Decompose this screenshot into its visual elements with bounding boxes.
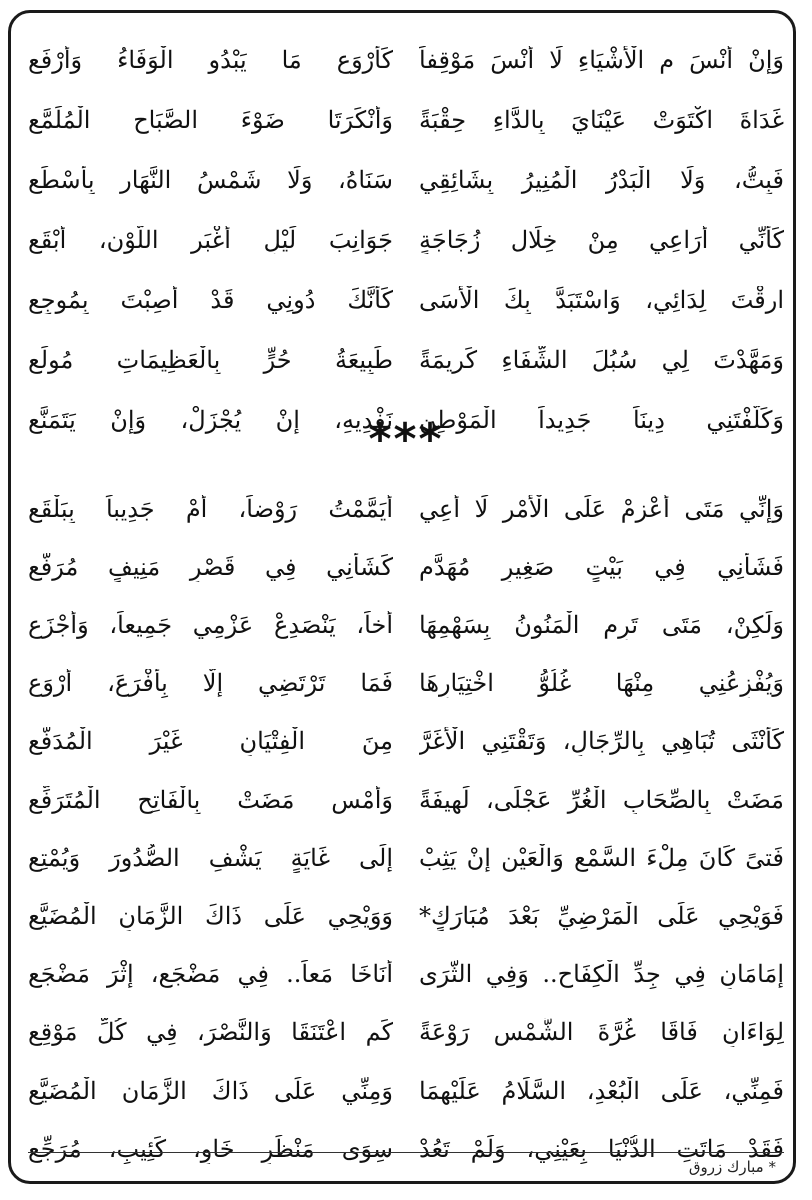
verse-second-hemistich: أَخاً، يَنْصَدِعْ عَزْمِي جَمِيعاً، وَأَجْزَعِ [28, 611, 393, 640]
verse-second-hemistich: كَشَأْنِي فِي قَصْرٍ مَنِيفٍ مُرَفَّعِ [28, 552, 393, 581]
verse-first-hemistich: مَضَتْ بِالصِّحَابِ الْغُرِّ عَجْلَى، لَهِيفَةً [419, 785, 784, 814]
verse-first-hemistich: وَمَهَّدْتَ لِي سُبُلَ الشِّفَاءِ كَرِيمَةً [419, 345, 784, 374]
verse-first-hemistich: كَأُنْثَى تُبَاهِي بِالرِّجَالِ، وَتَقْتَنِي الْأَغَرَّ [419, 727, 784, 756]
verse-first-hemistich: كَأَنِّي أُرَاعِي مِنْ خِلَالِ زُجَاجَةٍ [419, 225, 784, 254]
verse-first-hemistich: وَإِنْ أَنْسَ مِ الْأَشْيَاءِ لَا أَنْسَ مَوْقِفاً [419, 45, 784, 74]
verse [28, 596, 784, 654]
verse-second-hemistich: إِلَى غَايَةٍ يَشْفِ الصُّدُورَ وَيُمْتِعِ [28, 843, 393, 872]
verse-first-hemistich: فَتىً كَانَ مِلْءَ السَّمْعِ وَالْعَيْنِ إِنْ يَثِبْ [419, 843, 784, 872]
verse [28, 90, 784, 150]
verse-second-hemistich: سِوَى مَنْظَرٍ خَاوٍ، كَئِيبٍ، مُرَجِّعِ [28, 1134, 393, 1163]
verse-second-hemistich: كَمِ اعْتَنَقَا وَالنَّصْرَ، فِي كُلِّ مَوْقِعِ [28, 1018, 393, 1047]
verse [28, 270, 784, 330]
verse-second-hemistich: فَمَا تَرْتَضِي إِلَّا بِأَفْرَعَ، أَرْوَعِ [28, 669, 393, 698]
verse [28, 655, 784, 713]
verse-second-hemistich: أَنَاخَا مَعاً.. فِي مَضْجَعٍ، إِثْرَ مَضْجَعِ [28, 960, 393, 989]
verse-first-hemistich: وَإِنِّي مَتَى أَعْزِمْ عَلَى الْأَمْرِ لَا أَعِي [419, 494, 784, 523]
verse [28, 887, 784, 945]
verse-first-hemistich: فَبِتُّ، وَلَا الْبَدْرُ الْمُنِيرُ بِشَائِقِي [419, 165, 784, 194]
verse [28, 480, 784, 538]
verse [28, 713, 784, 771]
verse-second-hemistich: وَوَيْحِي عَلَى ذَاكَ الزَّمَانِ الْمُضَيَّعِ [28, 902, 393, 930]
verse [28, 330, 784, 390]
footnote-divider [28, 1152, 784, 1153]
verse-first-hemistich: فَقَدْ مَاتَتِ الدُّنْيَا بِعَيْنِي، وَلَمْ تَعُدْ [419, 1134, 784, 1163]
verse [28, 829, 784, 887]
verse [28, 946, 784, 1004]
verse-second-hemistich: مِنَ الْفِتْيَانِ غَيْرَ الْمُدَفَّعِ [28, 727, 393, 756]
verse [28, 1062, 784, 1120]
verse [28, 30, 784, 90]
verse-second-hemistich: وَمِنِّي عَلَى ذَاكَ الزَّمَانِ الْمُضَيَّعِ [28, 1076, 393, 1105]
verse-first-hemistich: غَدَاةَ اكْتَوَتْ عَيْنَايَ بِالدَّاءِ حِقْبَةً [419, 105, 784, 134]
verse [28, 210, 784, 270]
verse-second-hemistich: كَأَرْوَعِ مَا يَبْدُو الْوَفَاءُ وَأَرْفَعِ [28, 45, 393, 74]
verse-second-hemistich: وَأَمْسِ مَضَتْ بِالْفَاتِحِ الْمُتَرَفِّعِ [28, 785, 393, 814]
verse-second-hemistich: طَبِيعَةُ حُرٍّ بِالْعَظِيمَاتِ مُولَعِ [28, 345, 393, 374]
verse-second-hemistich: أَيَمَّمْتُ رَوْضاً، أَمْ جَدِيباً بِبَلْقَعِ [28, 494, 393, 523]
verse-first-hemistich: إِمَامَانِ فِي جِدِّ الْكِفَاحِ.. وَفِي الثَّرَى [419, 960, 784, 989]
verse-first-hemistich: ارِقْتَ لِدَائِي، وَاسْتَبَدَّ بِكَ الْأَسَى [419, 285, 784, 314]
verse-second-hemistich: سَنَاهُ، وَلَا شَمْسُ النَّهَارِ بِأَسْطَعِ [28, 165, 393, 194]
verse-first-hemistich: لِوَاءَانِ فَاقَا غُرَّةَ الشَّمْسِ رَوْعَةً [419, 1018, 784, 1047]
verse [28, 1004, 784, 1062]
verse-first-hemistich: فَوَيْحِي عَلَى الْمَرْضِيِّ بَعْدَ مُبَارَكٍ* [419, 902, 784, 930]
verse-first-hemistich: وَيُفْزِعُنِي مِنْهَا غُلُوُّ اخْتِيَارِهَا [419, 669, 784, 698]
verse-first-hemistich: وَلَكِنْ، مَتَى تَرِمِ الْمَنُونُ بِسَهْمِهَا [419, 611, 784, 640]
verse [28, 1120, 784, 1178]
poem-section-1 [28, 30, 784, 450]
poem-section-2 [28, 480, 784, 1178]
verse [28, 150, 784, 210]
footnote: * مبارك زروق [688, 1158, 776, 1176]
verse-first-hemistich: فَمِنِّي، عَلَى الْبُعْدِ، السَّلَامُ عَلَيْهِمَا [419, 1076, 784, 1105]
verse-second-hemistich: كَأَنَّكَ دُونِي قَدْ أُصِبْتَ بِمُوجِعِ [28, 285, 393, 314]
verse-second-hemistich: جَوَانِبَ لَيْلٍ أَغْبَرِ اللَّوْنِ، أَبْقَعِ [28, 225, 393, 254]
verse-first-hemistich: فَشَأْنِي فِي بَيْتٍ صَغِيرٍ مُهَدَّمٍ [419, 552, 784, 581]
verse [28, 538, 784, 596]
verse [28, 771, 784, 829]
verse-second-hemistich: وَأَنْكَرَتَا ضَوْءَ الصَّبَاحِ الْمُلَمَّعِ [28, 105, 393, 134]
section-separator: *** [368, 414, 444, 465]
verse-second-hemistich: نَفْدِيهِ، إِنْ يُجْزَلْ، وَإِنْ يَتَمَنَّعِ [28, 405, 393, 434]
verse-first-hemistich: وَكَلَّفْتَنِي دِينَاً جَدِيداً الْمَوْطِنِ [419, 405, 784, 434]
